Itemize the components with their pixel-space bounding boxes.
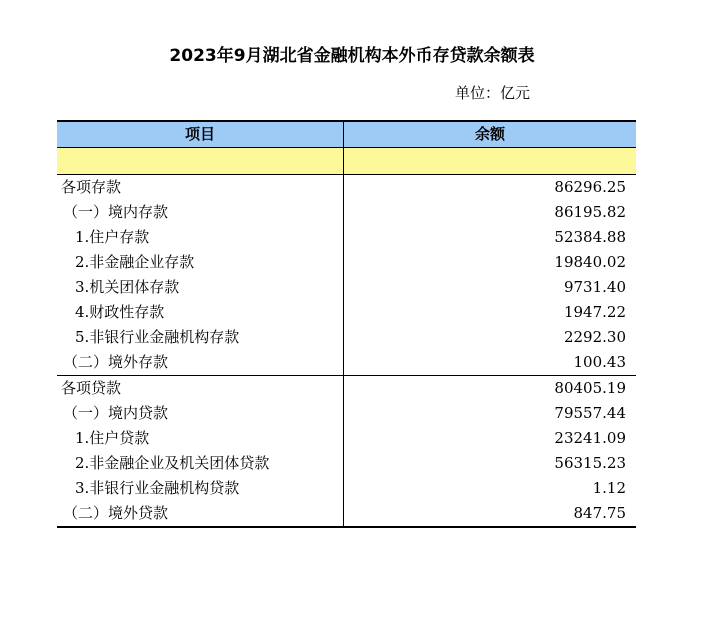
table-row <box>57 175 636 200</box>
row-label: 1.住户贷款 <box>57 426 344 451</box>
blank-cell <box>344 148 636 174</box>
table-row <box>57 300 636 325</box>
row-value: 86195.82 <box>554 203 626 221</box>
row-label: 1.住户存款 <box>57 225 344 250</box>
row-value: 52384.88 <box>554 228 626 246</box>
page-title: 2023年9月湖北省金融机构本外币存贷款余额表 <box>169 46 535 66</box>
row-label: 2.非金融企业存款 <box>57 250 344 275</box>
row-value: 9731.40 <box>563 278 626 296</box>
row-label: 各项贷款 <box>57 376 344 401</box>
table-row <box>57 401 636 426</box>
row-label: （二）境外存款 <box>57 350 344 375</box>
row-label: 各项存款 <box>57 175 344 200</box>
row-value: 100.43 <box>573 353 626 371</box>
blank-highlight-row <box>57 148 636 175</box>
table-row <box>57 501 636 526</box>
row-value: 2292.30 <box>563 328 626 346</box>
table-row <box>57 350 636 375</box>
row-value: 847.75 <box>573 504 626 522</box>
row-label: 3.非银行业金融机构贷款 <box>57 476 344 501</box>
row-value: 79557.44 <box>554 404 626 422</box>
table-row <box>57 200 636 225</box>
unit-label: 单位：亿元 <box>454 84 530 102</box>
table-row <box>57 426 636 451</box>
row-label: （一）境内贷款 <box>57 401 344 426</box>
row-value: 19840.02 <box>554 253 626 271</box>
row-label: 3.机关团体存款 <box>57 275 344 300</box>
row-value: 1947.22 <box>563 303 626 321</box>
balance-table <box>57 120 636 528</box>
row-label: （二）境外贷款 <box>57 501 344 526</box>
blank-cell <box>57 148 344 174</box>
row-value: 56315.23 <box>554 454 626 472</box>
row-label: 5.非银行业金融机构存款 <box>57 325 344 350</box>
table-row <box>57 451 636 476</box>
table-row <box>57 275 636 300</box>
row-value: 23241.09 <box>554 429 626 447</box>
column-header-balance: 余额 <box>474 125 505 143</box>
table-row <box>57 250 636 275</box>
column-header-item: 项目 <box>57 122 344 147</box>
row-value: 86296.25 <box>554 178 626 196</box>
row-value: 1.12 <box>592 479 626 497</box>
table-row <box>57 325 636 350</box>
table-row <box>57 375 636 401</box>
table-row <box>57 476 636 501</box>
table-row <box>57 225 636 250</box>
row-label: 4.财政性存款 <box>57 300 344 325</box>
row-label: 2.非金融企业及机关团体贷款 <box>57 451 344 476</box>
table-header-row <box>57 122 636 148</box>
row-value: 80405.19 <box>554 379 626 397</box>
row-label: （一）境内存款 <box>57 200 344 225</box>
